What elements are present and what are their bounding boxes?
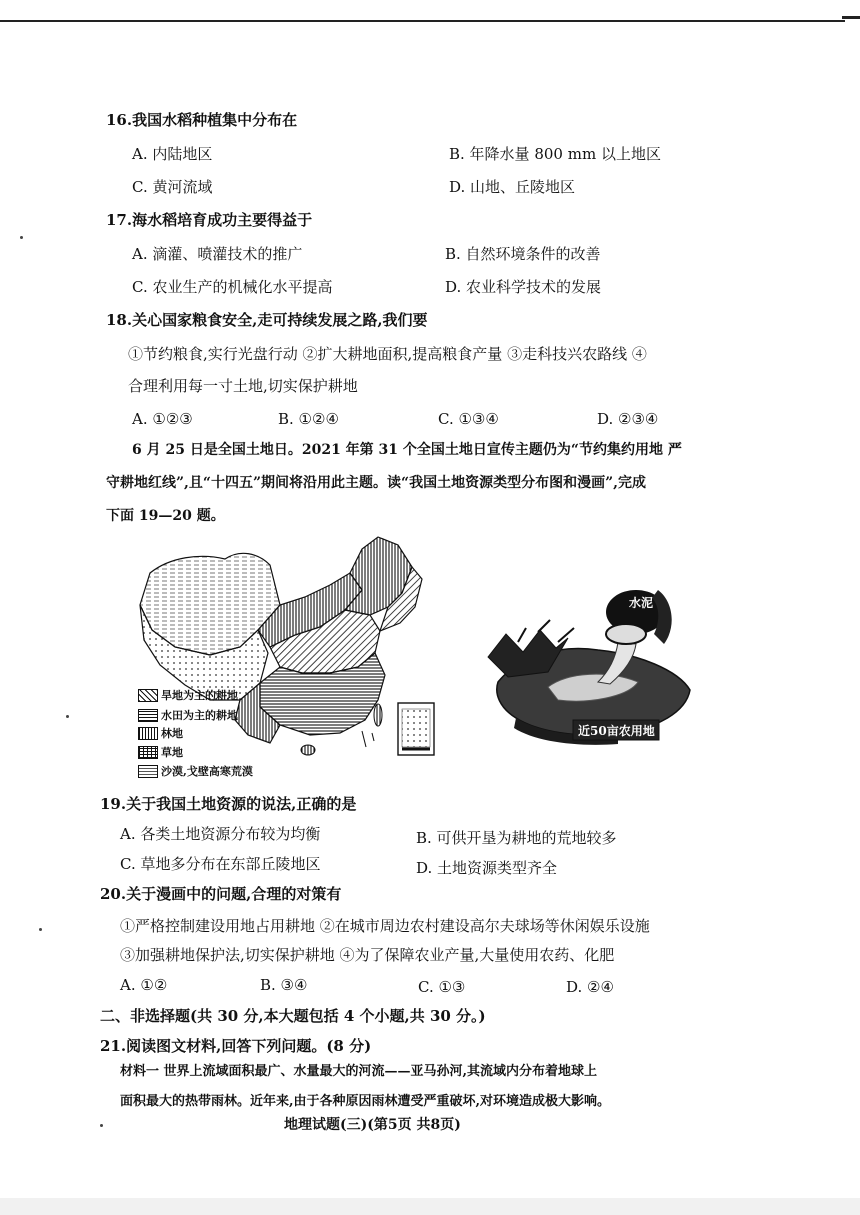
q20-statements-line2: ③加强耕地保护法,切实保护耕地 ④为了保障农业产量,大量使用农药、化肥 — [120, 946, 615, 964]
legend-desert — [138, 763, 253, 779]
section-2-heading: 二、非选择题(共 30 分,本大题包括 4 个小题,共 30 分。) — [100, 1007, 486, 1025]
q16-option-c: C. 黄河流域 — [132, 178, 213, 196]
hainan-island — [301, 745, 315, 755]
q16-stem: 16.我国水稻种植集中分布在 — [106, 111, 298, 129]
q21-material1-line1: 材料一 世界上流域面积最广、水量最大的河流——亚马孙河,其流域内分布着地球上 — [120, 1064, 598, 1079]
forest-swatch — [138, 727, 158, 740]
legend-forest — [138, 725, 183, 741]
q19-option-c: C. 草地多分布在东部丘陵地区 — [120, 855, 321, 873]
intro-line-2: 守耕地红线”,且“十四五”期间将沿用此主题。读“我国土地资源类型分布图和漫画”,完成 — [106, 475, 647, 491]
q19-option-b: B. 可供开垦为耕地的荒地较多 — [416, 829, 617, 847]
cartoon-bucket-label: 水泥 — [629, 596, 654, 610]
map-dash-1 — [362, 731, 366, 747]
q20-option-c: C. ①③ — [418, 978, 466, 996]
intro-line-1: 6 月 25 日是全国土地日。2021 年第 31 个全国土地日宣传主题仍为“节约集约用地 严 — [132, 442, 682, 458]
dry-farmland-swatch — [138, 689, 158, 702]
legend-dry-farmland-label: 旱地为主的耕地 — [161, 689, 238, 702]
scan-bottom-edge — [0, 1198, 860, 1215]
q21-material1-line2: 面积最大的热带雨林。近年来,由于各种原因雨林遭受严重破坏,对环境造成极大影响。 — [120, 1094, 611, 1109]
q19-option-d: D. 土地资源类型齐全 — [416, 859, 558, 877]
q18-option-b: B. ①②④ — [278, 410, 339, 428]
grassland-swatch — [138, 746, 158, 759]
q16-option-d: D. 山地、丘陵地区 — [449, 178, 576, 196]
q17-option-b: B. 自然环境条件的改善 — [445, 245, 601, 263]
scan-speck — [39, 928, 42, 931]
legend-paddy-farmland — [138, 707, 238, 723]
q19-option-a: A. 各类土地资源分布较为均衡 — [120, 825, 321, 843]
legend-paddy-farmland-label: 水田为主的耕地 — [161, 709, 238, 722]
q18-stem: 18.关心国家粮食安全,走可持续发展之路,我们要 — [106, 311, 428, 329]
q17-option-c: C. 农业生产的机械化水平提高 — [132, 278, 333, 296]
q16-option-a: A. 内陆地区 — [132, 145, 213, 163]
scan-speck — [100, 1124, 103, 1127]
legend-grassland — [138, 744, 183, 760]
desert-swatch — [138, 765, 158, 778]
q18-option-c: C. ①③④ — [438, 410, 499, 428]
q18-option-d: D. ②③④ — [597, 410, 659, 428]
map-dash-2 — [372, 733, 374, 741]
bucket-mouth — [606, 624, 646, 644]
cartoon-land-label: 近50亩农用地 — [578, 724, 655, 738]
q20-option-d: D. ②④ — [566, 978, 614, 996]
inset-islands — [402, 709, 430, 747]
q16-option-b: B. 年降水量 800 mm 以上地区 — [449, 145, 661, 163]
legend-forest-label: 林地 — [161, 727, 183, 740]
q18-option-a: A. ①②③ — [132, 410, 193, 428]
top-rule — [0, 20, 845, 22]
legend-grassland-label: 草地 — [161, 746, 183, 759]
q17-stem: 17.海水稻培育成功主要得益于 — [106, 211, 313, 229]
q21-stem: 21.阅读图文材料,回答下列问题。(8 分) — [100, 1037, 372, 1055]
q17-option-a: A. 滴灌、喷灌技术的推广 — [132, 245, 303, 263]
taiwan-island — [374, 704, 382, 726]
q17-option-d: D. 农业科学技术的发展 — [445, 278, 602, 296]
legend-desert-label: 沙漠,戈壁高寒荒漠 — [161, 765, 253, 778]
top-rule-mark — [842, 16, 860, 19]
paddy-farmland-swatch — [138, 709, 158, 722]
page-footer: 地理试题(三)(第5页 共8页) — [284, 1117, 461, 1133]
q18-statements-line2: 合理利用每一寸土地,切实保护耕地 — [128, 377, 358, 395]
q20-option-a: A. ①② — [120, 976, 168, 994]
q20-statements-line1: ①严格控制建设用地占用耕地 ②在城市周边农村建设高尔夫球场等休闲娱乐设施 — [120, 917, 650, 935]
q19-stem: 19.关于我国土地资源的说法,正确的是 — [100, 795, 357, 813]
scan-speck — [20, 236, 23, 239]
q20-stem: 20.关于漫画中的问题,合理的对策有 — [100, 885, 342, 903]
q20-option-b: B. ③④ — [260, 976, 308, 994]
q18-statements-line1: ①节约粮食,实行光盘行动 ②扩大耕地面积,提高粮食产量 ③走科技兴农路线 ④ — [128, 345, 647, 363]
legend-dry-farmland — [138, 687, 238, 703]
scan-speck — [66, 715, 69, 718]
intro-line-3: 下面 19—20 题。 — [106, 508, 225, 524]
